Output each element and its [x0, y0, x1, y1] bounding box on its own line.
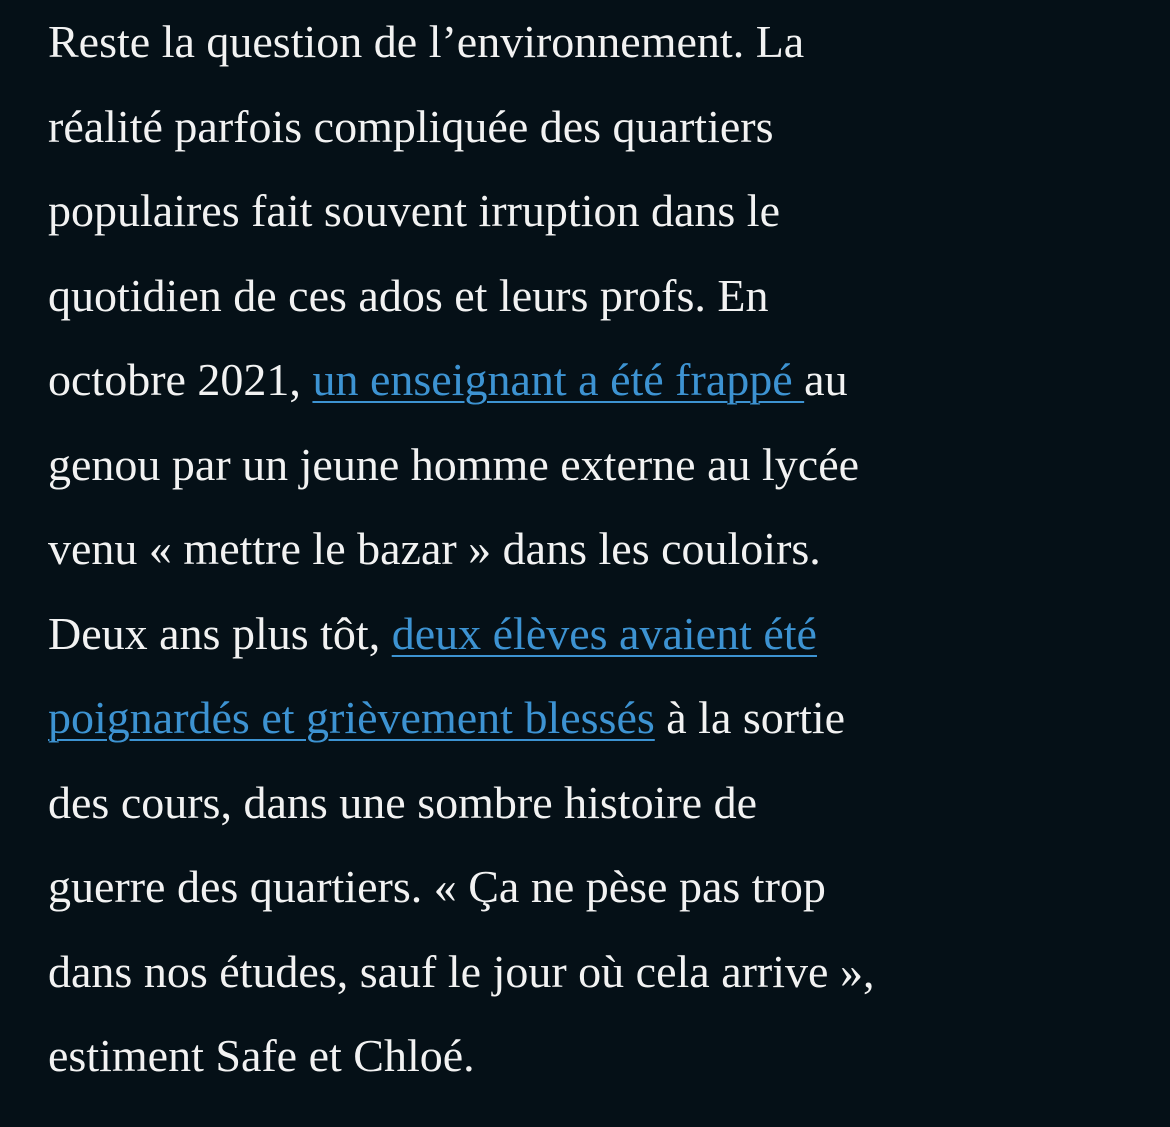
text-segment: genou par un jeune homme externe au lycée	[48, 438, 860, 490]
text-line	[48, 676, 1138, 761]
text-segment: dans nos études, sauf le jour où cela arrive »,	[48, 945, 875, 997]
text-line	[48, 169, 1138, 254]
text-segment: octobre 2021,	[48, 354, 313, 405]
text-segment: Deux ans plus tôt,	[48, 607, 392, 659]
text-segment: au	[804, 354, 848, 405]
text-segment: guerre des quartiers. « Ça ne pèse pas trop	[48, 861, 826, 912]
text-segment: des cours, dans une sombre histoire de	[48, 776, 758, 828]
text-line	[48, 592, 1138, 677]
text-line	[48, 930, 1138, 1015]
text-line	[48, 845, 1138, 930]
link-teacher-attacked[interactable]: un enseignant a été frappé	[312, 354, 805, 405]
text-segment: à la sortie	[654, 692, 846, 743]
text-line	[48, 1014, 1138, 1099]
text-segment: Reste la question de l’environnement. La	[48, 16, 805, 67]
text-line	[48, 85, 1138, 170]
text-line	[48, 507, 1138, 592]
text-segment: quotidien de ces ados et leurs profs. En	[48, 269, 769, 321]
article-paragraph	[48, 0, 1138, 1099]
link-students-stabbed[interactable]: deux élèves avaient été	[391, 607, 817, 659]
text-line	[48, 761, 1138, 846]
text-line	[48, 423, 1138, 508]
text-line	[48, 338, 1138, 423]
text-segment: estiment Safe et Chloé.	[48, 1030, 475, 1081]
text-segment: réalité parfois compliquée des quartiers	[48, 100, 774, 152]
text-segment: venu « mettre le bazar » dans les couloirs.	[48, 523, 821, 574]
link-students-stabbed-continued[interactable]: poignardés et grièvement blessés	[48, 692, 655, 743]
text-line	[48, 254, 1138, 339]
text-segment: populaires fait souvent irruption dans le	[48, 185, 781, 236]
text-line	[48, 0, 1138, 85]
